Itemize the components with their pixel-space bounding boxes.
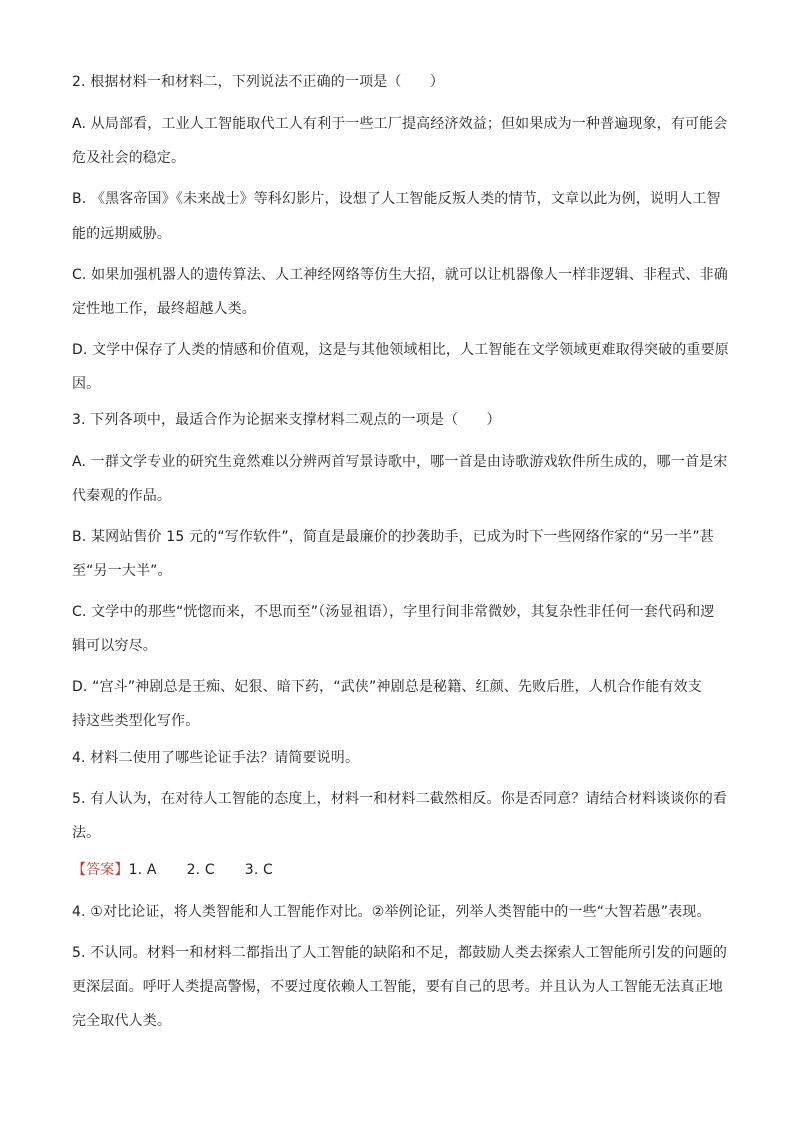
question-2-option-d-line-1: D. 文学中保存了人类的情感和价值观，这是与其他领域相比，人工智能在文学领域更难取得突破的重要原: [72, 342, 729, 358]
question-2-option-b-line-2: 能的远期威胁。: [72, 226, 172, 242]
answer-3: 3. C: [244, 862, 273, 878]
question-2-option-d-line-2: 因。: [72, 376, 101, 392]
question-2-stem: 2. 根据材料一和材料二，下列说法不正确的一项是（ ）: [72, 74, 445, 90]
answer-2: 2. C: [186, 862, 215, 878]
question-2-option-a-line-1: A. 从局部看，工业人工智能取代工人有利于一些工厂提高经济效益；但如果成为一种普遍现象，有可能会: [72, 116, 728, 132]
question-3-option-a-line-1: A. 一群文学专业的研究生竟然难以分辨两首写景诗歌中，哪一首是由诗歌游戏软件所生成的，哪一首是宋: [72, 454, 728, 470]
answer-4: 4. ①对比论证，将人类智能和人工智能作对比。②举例论证，列举人类智能中的一些“大智若愚”表现。: [72, 904, 711, 920]
question-2-option-a-line-2: 危及社会的稳定。: [72, 150, 186, 166]
answer-5-line-1: 5. 不认同。材料一和材料二都指出了人工智能的缺陷和不足，都鼓励人类去探索人工智能所引发的问题的: [72, 945, 728, 961]
answer-1: 1. A: [128, 862, 157, 878]
question-4-stem: 4. 材料二使用了哪些论证手法？请简要说明。: [72, 750, 360, 766]
question-3-option-b-line-1: B. 某网站售价 15 元的“写作软件”，简直是最廉价的抄袭助手，已成为时下一些网络作家的“另一半”甚: [72, 529, 714, 545]
question-3-option-c-line-2: 辑可以穷尽。: [72, 638, 157, 654]
question-3-option-d-line-1: D. “宫斗”神剧总是王痴、妃狠、暗下药，“武侠”神剧总是秘籍、红颜、先败后胜，人机合作能有效支: [72, 679, 702, 695]
question-3-stem: 3. 下列各项中，最适合作为论据来支撑材料二观点的一项是（ ）: [72, 412, 501, 428]
answer-key-row: [72, 860, 273, 880]
question-5-stem-line-1: 5. 有人认为，在对待人工智能的态度上，材料一和材料二截然相反。你是否同意？请结合材料谈谈你的看: [72, 791, 728, 807]
question-2-option-c-line-2: 定性地工作，最终超越人类。: [72, 301, 256, 317]
answer-tag: 【答案】: [72, 862, 129, 878]
question-3-option-a-line-2: 代秦观的作品。: [72, 488, 172, 504]
question-2-option-b-line-1: B. 《黑客帝国》《未来战士》等科幻影片，设想了人工智能反叛人类的情节，文章以此为例，说明人工智: [72, 191, 721, 207]
answer-5-line-2: 更深层面。呼吁人类提高警惕，不要过度依赖人工智能，要有自己的思考。并且认为人工智能无法真正地: [72, 979, 723, 995]
question-3-option-d-line-2: 持这些类型化写作。: [72, 713, 200, 729]
question-3-option-b-line-2: 至“另一大半”。: [72, 563, 172, 579]
question-2-option-c-line-1: C. 如果加强机器人的遗传算法、人工神经网络等仿生大招，就可以让机器像人一样非逻辑、非程式、非确: [72, 267, 728, 283]
question-5-stem-line-2: 法。: [72, 825, 101, 841]
question-3-option-c-line-1: C. 文学中的那些“恍惚而来，不思而至”（汤显祖语），字里行间非常微妙，其复杂性非任何一套代码和逻: [72, 604, 715, 620]
answer-5-line-3: 完全取代人类。: [72, 1013, 172, 1029]
